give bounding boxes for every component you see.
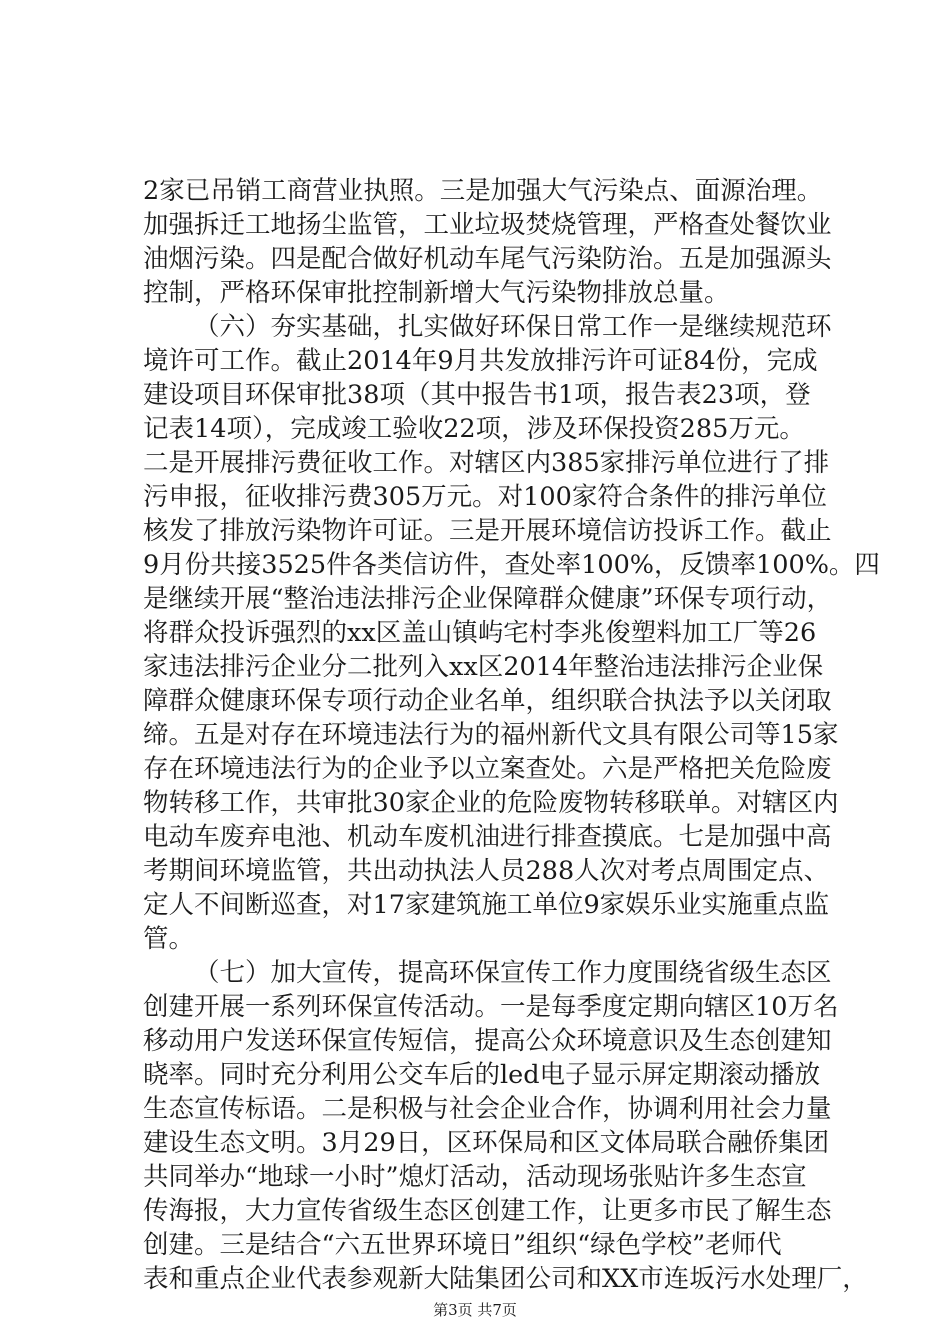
text-line: 共同举办“地球一小时”熄灯活动，活动现场张贴许多生态宣 (143, 1162, 807, 1192)
text-line: 缔。五是对存在环境违法行为的福州新代文具有限公司等15家 (143, 720, 839, 750)
text-line: 建设生态文明。3月29日，区环保局和区文体局联合融侨集团 (143, 1128, 830, 1158)
text-line: 建设项目环保审批38项（其中报告书1项，报告表23项，登 (143, 380, 811, 410)
text-line: 是继续开展“整治违法排污企业保障群众健康”环保专项行动， (143, 584, 833, 614)
text-line: 油烟污染。四是配合做好机动车尾气污染防治。五是加强源头 (143, 244, 832, 274)
text-line: 障群众健康环保专项行动企业名单，组织联合执法予以关闭取 (143, 686, 832, 716)
text-line: 境许可工作。截止2014年9月共发放排污许可证84份，完成 (143, 346, 818, 376)
text-line: 定人不间断巡查，对17家建筑施工单位9家娱乐业实施重点监 (143, 890, 830, 920)
text-line: 控制，严格环保审批控制新增大气污染物排放总量。 (143, 278, 730, 308)
text-line: 记表14项），完成竣工验收22项，涉及环保投资285万元。 (143, 414, 805, 444)
text-line: 考期间环境监管，共出动执法人员288人次对考点周围定点、 (143, 856, 830, 886)
text-line: 9月份共接3525件各类信访件，查处率100%，反馈率100%。四 (143, 550, 880, 580)
text-line: 二是开展排污费征收工作。对辖区内385家排污单位进行了排 (143, 448, 830, 478)
text-line: 物转移工作，共审批30家企业的危险废物转移联单。对辖区内 (143, 788, 839, 818)
text-line: 管。 (143, 924, 195, 954)
text-line: 核发了排放污染物许可证。三是开展环境信访投诉工作。截止 (143, 516, 832, 546)
text-line: 晓率。同时充分利用公交车后的led电子显示屏定期滚动播放 (143, 1060, 821, 1090)
text-line: 生态宣传标语。二是积极与社会企业合作，协调利用社会力量 (143, 1094, 832, 1124)
text-line: 移动用户发送环保宣传短信，提高公众环境意识及生态创建知 (143, 1026, 832, 1056)
paragraph-seven-heading-line: （七）加大宣传，提高环保宣传工作力度围绕省级生态区 (194, 958, 832, 988)
text-line: 污申报，征收排污费305万元。对100家符合条件的排污单位 (143, 482, 827, 512)
page-number-footer: 第3页 共7页 (433, 1301, 517, 1319)
text-line: 传海报，大力宣传省级生态区创建工作，让更多市民了解生态 (143, 1196, 832, 1226)
text-line: 家违法排污企业分二批列入xx区2014年整治违法排污企业保 (143, 652, 824, 682)
text-line: 表和重点企业代表参观新大陆集团公司和XX市连坂污水处理厂， (143, 1264, 868, 1294)
text-line: 创建。三是结合“六五世界环境日”组织“绿色学校”老师代 (143, 1230, 782, 1260)
text-line: 2家已吊销工商营业执照。三是加强大气污染点、面源治理。 (143, 176, 823, 206)
text-line: 加强拆迁工地扬尘监管，工业垃圾焚烧管理，严格查处餐饮业 (143, 210, 832, 240)
paragraph-six-heading-line: （六）夯实基础，扎实做好环保日常工作一是继续规范环 (194, 312, 832, 342)
text-line: 存在环境违法行为的企业予以立案查处。六是严格把关危险废 (143, 754, 832, 784)
text-line: 创建开展一系列环保宣传活动。一是每季度定期向辖区10万名 (143, 992, 839, 1022)
text-line: 电动车废弃电池、机动车废机油进行排查摸底。七是加强中高 (143, 822, 832, 852)
text-line: 将群众投诉强烈的xx区盖山镇屿宅村李兆俊塑料加工厂等26 (143, 618, 817, 648)
